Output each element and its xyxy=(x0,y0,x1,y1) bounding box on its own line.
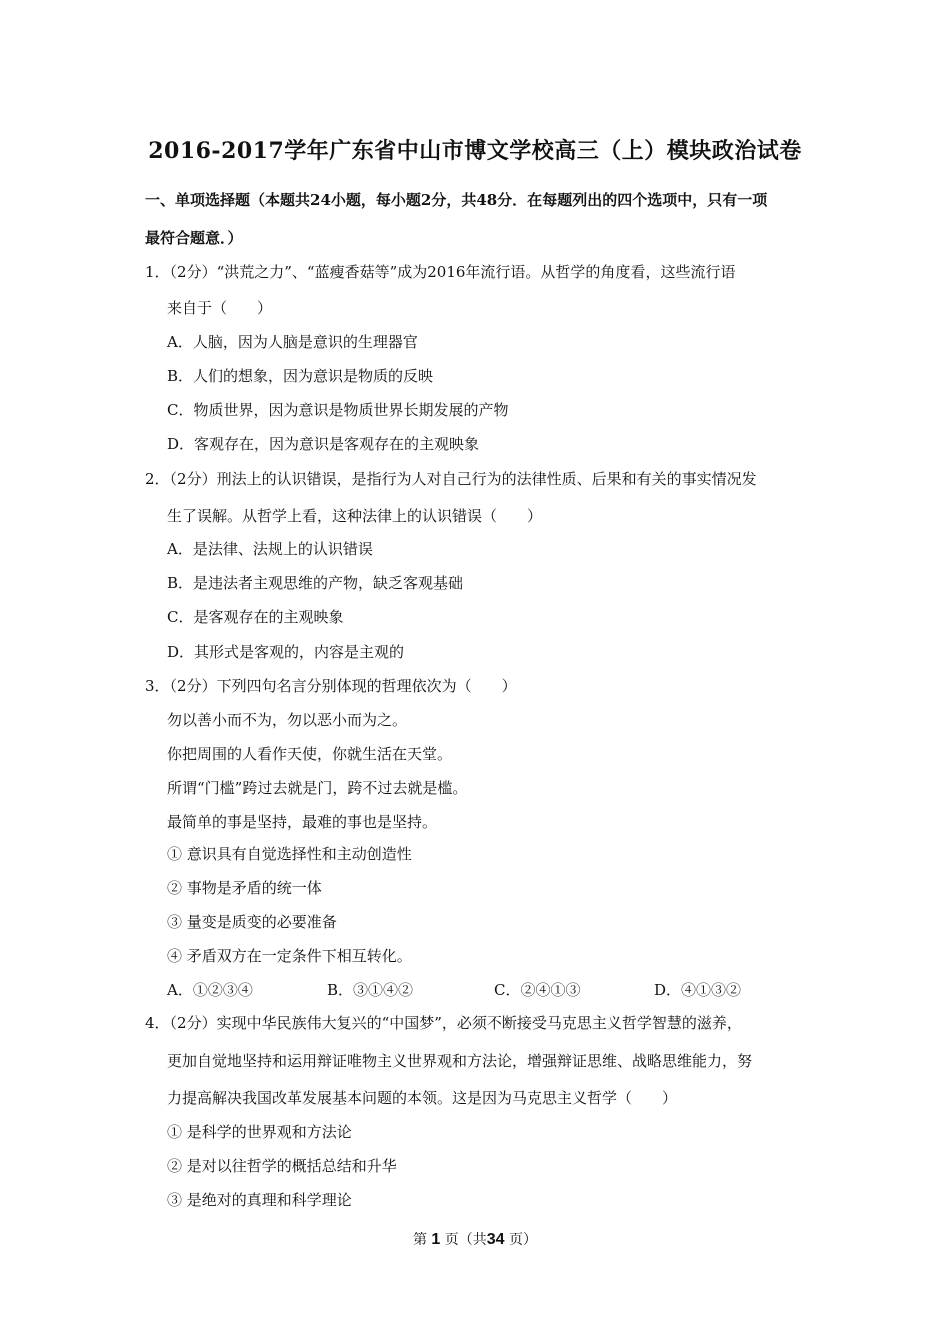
question-1-option-d: D．客观存在，因为意识是客观存在的主观映象 xyxy=(167,435,480,453)
question-3-stem: 3．（2分）下列四句名言分别体现的哲理依次为（ ） xyxy=(145,677,517,695)
question-1-stem-cont: 来自于（ ） xyxy=(167,299,273,317)
page-footer xyxy=(0,1229,950,1249)
question-3-saying-4: 最简单的事是坚持，最难的事也是坚持。 xyxy=(167,813,438,831)
section-heading: 一、单项选择题（本题共24小题，每小题2分，共48分．在每题列出的四个选项中，只有一项 xyxy=(145,191,768,209)
question-3-saying-3: 所谓“门槛”跨过去就是门，跨不过去就是槛。 xyxy=(167,779,468,797)
question-3-option-c: C．②④①③ xyxy=(494,981,581,999)
question-3-option-d: D．④①③② xyxy=(654,981,742,999)
question-1-option-a: A．人脑，因为人脑是意识的生理器官 xyxy=(167,333,418,351)
question-2-option-a: A．是法律、法规上的认识错误 xyxy=(167,540,373,558)
question-2-stem: 2．（2分）刑法上的认识错误，是指行为人对自己行为的法律性质、后果和有关的事实情况发 xyxy=(145,470,757,488)
question-3-item-3: ③ 量变是质变的必要准备 xyxy=(167,913,337,931)
page-total: 34 xyxy=(486,1231,505,1248)
footer-suffix: 页） xyxy=(509,1232,538,1248)
footer-middle: 页（共 xyxy=(444,1232,487,1248)
question-4-stem-cont-2: 力提高解决我国改革发展基本问题的本领。这是因为马克思主义哲学（ ） xyxy=(167,1089,678,1107)
question-1-option-c: C．物质世界，因为意识是物质世界长期发展的产物 xyxy=(167,401,509,419)
question-3-option-a: A．①②③④ xyxy=(167,981,253,999)
question-4-item-2: ② 是对以往哲学的概括总结和升华 xyxy=(167,1157,397,1175)
question-4-item-1: ① 是科学的世界观和方法论 xyxy=(167,1123,352,1141)
question-3-item-4: ④ 矛盾双方在一定条件下相互转化。 xyxy=(167,947,412,965)
question-2-option-d: D．其形式是客观的，内容是主观的 xyxy=(167,643,405,661)
page-number: 1 xyxy=(431,1231,441,1248)
question-2-option-b: B．是违法者主观思维的产物，缺乏客观基础 xyxy=(167,574,464,592)
question-4-item-3: ③ 是绝对的真理和科学理论 xyxy=(167,1191,352,1209)
question-2-option-c: C．是客观存在的主观映象 xyxy=(167,608,344,626)
question-3-saying-2: 你把周围的人看作天使，你就生活在天堂。 xyxy=(167,745,453,763)
question-2-stem-cont: 生了误解。从哲学上看，这种法律上的认识错误（ ） xyxy=(167,507,543,525)
question-4-stem: 4．（2分）实现中华民族伟大复兴的“中国梦”，必须不断接受马克思主义哲学智慧的滋养， xyxy=(145,1014,742,1032)
question-3-option-b: B．③①④② xyxy=(327,981,414,999)
question-3-item-2: ② 事物是矛盾的统一体 xyxy=(167,879,322,897)
footer-prefix: 第 xyxy=(412,1232,427,1248)
question-1-stem: 1．（2分）“洪荒之力”、“蓝瘦香菇等”成为2016年流行语。从哲学的角度看，这些流行语 xyxy=(145,263,736,281)
section-heading-cont: 最符合题意．） xyxy=(145,229,243,247)
page-title: 2016-2017学年广东省中山市博文学校高三（上）模块政治试卷 xyxy=(148,138,802,164)
question-3-item-1: ① 意识具有自觉选择性和主动创造性 xyxy=(167,845,412,863)
question-1-option-b: B．人们的想象，因为意识是物质的反映 xyxy=(167,367,434,385)
question-4-stem-cont-1: 更加自觉地坚持和运用辩证唯物主义世界观和方法论，增强辩证思维、战略思维能力，努 xyxy=(167,1052,753,1070)
question-3-saying-1: 勿以善小而不为，勿以恶小而为之。 xyxy=(167,711,408,729)
